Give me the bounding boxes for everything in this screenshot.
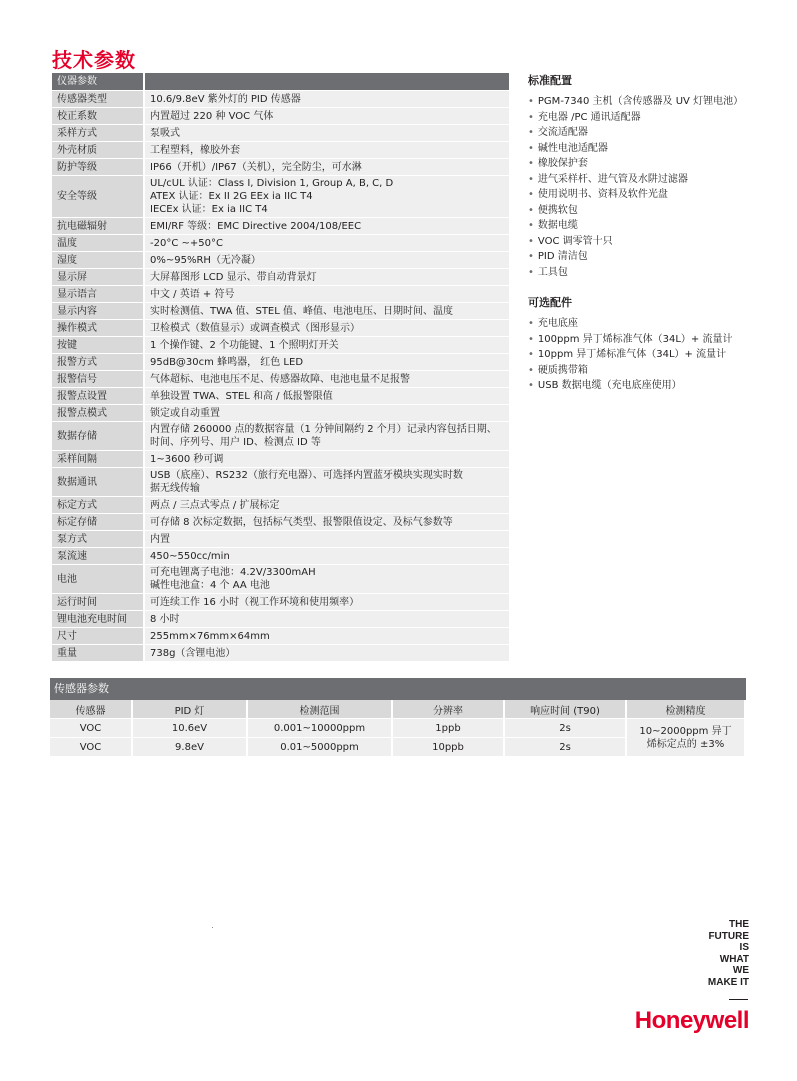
side-column bbox=[528, 72, 768, 394]
spec-header-blank bbox=[144, 73, 509, 91]
spec-value: 8 小时 bbox=[144, 611, 509, 628]
spec-value: UL/cUL 认证：Class I, Division 1, Group A, B, C, D ATEX 认证：Ex II 2G EEx ia IIC T4 IECEx 认证：Ex ia IIC T4 bbox=[144, 176, 509, 218]
sensor-header-cell: 分辨率 bbox=[392, 700, 504, 719]
sensor-header-cell: 检测范围 bbox=[247, 700, 392, 719]
spec-value: 可存储 8 次标定数据，包括标气类型、报警限值设定、及标气参数等 bbox=[144, 514, 509, 531]
list-item: • 数据电缆 bbox=[528, 218, 768, 234]
stray-dot bbox=[212, 927, 213, 928]
sensor-header-cell: 检测精度 bbox=[626, 700, 745, 719]
list-item: • 便携软包 bbox=[528, 203, 768, 219]
spec-key: 外壳材质 bbox=[52, 142, 144, 159]
spec-row bbox=[52, 371, 509, 388]
spec-row bbox=[52, 497, 509, 514]
spec-key: 抗电磁辐射 bbox=[52, 218, 144, 235]
spec-value: 450~550cc/min bbox=[144, 548, 509, 565]
spec-key: 锂电池充电时间 bbox=[52, 611, 144, 628]
spec-value: IP66（开机）/IP67（关机），完全防尘，可水淋 bbox=[144, 159, 509, 176]
spec-key: 报警方式 bbox=[52, 354, 144, 371]
spec-row bbox=[52, 468, 509, 497]
spec-key: 泵流速 bbox=[52, 548, 144, 565]
list-item: • 橡胶保护套 bbox=[528, 156, 768, 172]
sensor-cell: 0.001~10000ppm bbox=[247, 719, 392, 738]
tagline-divider bbox=[729, 999, 748, 1000]
optional-accessories-heading: 可选配件 bbox=[528, 296, 572, 309]
spec-key: 安全等级 bbox=[52, 176, 144, 218]
spec-value: 实时检测值、TWA 值、STEL 值、峰值、电池电压、日期时间、温度 bbox=[144, 303, 509, 320]
spec-value: 气体超标、电池电压不足、传感器故障、电池电量不足报警 bbox=[144, 371, 509, 388]
spec-key: 传感器类型 bbox=[52, 91, 144, 108]
spec-row bbox=[52, 269, 509, 286]
spec-row bbox=[52, 405, 509, 422]
spec-row bbox=[52, 548, 509, 565]
spec-value: EMI/RF 等级：EMC Directive 2004/108/EEC bbox=[144, 218, 509, 235]
page-title: 技术参数 bbox=[52, 48, 136, 72]
spec-value: 泵吸式 bbox=[144, 125, 509, 142]
spec-row bbox=[52, 628, 509, 645]
honeywell-logo: Honeywell bbox=[634, 1007, 749, 1034]
spec-key: 标定方式 bbox=[52, 497, 144, 514]
spec-value: 1 个操作键、2 个功能键、1 个照明灯开关 bbox=[144, 337, 509, 354]
spec-row bbox=[52, 451, 509, 468]
standard-config-heading: 标准配置 bbox=[528, 74, 572, 87]
spec-row bbox=[52, 159, 509, 176]
sensor-header-cell: 响应时间 (T90) bbox=[504, 700, 626, 719]
sensor-cell: 2s bbox=[504, 719, 626, 738]
list-item: • USB 数据电缆（充电底座使用） bbox=[528, 378, 768, 394]
tagline-line: FUTURE bbox=[708, 930, 749, 942]
spec-key: 数据存储 bbox=[52, 422, 144, 451]
sensor-cell: 10ppb bbox=[392, 738, 504, 757]
spec-key: 尺寸 bbox=[52, 628, 144, 645]
tagline-line: THE bbox=[729, 919, 749, 930]
tagline-line: WHAT bbox=[719, 953, 749, 965]
spec-key: 温度 bbox=[52, 235, 144, 252]
spec-value: 内置超过 220 种 VOC 气体 bbox=[144, 108, 509, 125]
spec-row bbox=[52, 320, 509, 337]
spec-value: 单独设置 TWA、STEL 和高 / 低报警限值 bbox=[144, 388, 509, 405]
sensor-header-cell: 传感器 bbox=[50, 700, 132, 719]
list-item: • 硬质携带箱 bbox=[528, 363, 768, 379]
tagline-line: IS bbox=[739, 942, 749, 953]
spec-row bbox=[52, 142, 509, 159]
spec-row bbox=[52, 388, 509, 405]
list-item: • 10ppm 异丁烯标准气体（34L）+ 流量计 bbox=[528, 347, 768, 363]
spec-key: 数据通讯 bbox=[52, 468, 144, 497]
sensor-cell: 10.6eV bbox=[132, 719, 247, 738]
list-item: • 100ppm 异丁烯标准气体（34L）+ 流量计 bbox=[528, 332, 768, 348]
spec-row bbox=[52, 645, 509, 662]
spec-row bbox=[52, 303, 509, 320]
spec-header-label: 仪器参数 bbox=[52, 73, 144, 91]
sensor-table bbox=[50, 700, 746, 756]
sensor-table-title: 传感器参数 bbox=[50, 678, 746, 700]
spec-row bbox=[52, 337, 509, 354]
spec-key: 泵方式 bbox=[52, 531, 144, 548]
spec-value: 两点 / 三点式零点 / 扩展标定 bbox=[144, 497, 509, 514]
sensor-accuracy-cell: 10~2000ppm 异丁 烯标定点的 ±3% bbox=[626, 719, 745, 757]
spec-key: 显示内容 bbox=[52, 303, 144, 320]
spec-table bbox=[52, 73, 509, 662]
spec-row bbox=[52, 235, 509, 252]
spec-key: 防护等级 bbox=[52, 159, 144, 176]
spec-key: 校正系数 bbox=[52, 108, 144, 125]
spec-key: 报警点设置 bbox=[52, 388, 144, 405]
spec-key: 电池 bbox=[52, 565, 144, 594]
spec-value: 工程塑料，橡胶外套 bbox=[144, 142, 509, 159]
spec-row bbox=[52, 176, 509, 218]
sensor-cell: VOC bbox=[50, 738, 132, 757]
spec-row bbox=[52, 91, 509, 108]
sensor-header-cell: PID 灯 bbox=[132, 700, 247, 719]
spec-value: 大屏幕图形 LCD 显示、带自动背景灯 bbox=[144, 269, 509, 286]
sensor-cell: 0.01~5000ppm bbox=[247, 738, 392, 757]
spec-key: 运行时间 bbox=[52, 594, 144, 611]
spec-value: 1~3600 秒可调 bbox=[144, 451, 509, 468]
list-item: • 使用说明书、资料及软件光盘 bbox=[528, 187, 768, 203]
list-item: • 碱性电池适配器 bbox=[528, 141, 768, 157]
tagline-line: MAKE IT bbox=[707, 976, 749, 988]
optional-accessories-list bbox=[528, 316, 768, 394]
spec-value: 可充电锂离子电池：4.2V/3300mAH 碱性电池盒：4 个 AA 电池 bbox=[144, 565, 509, 594]
spec-value: 可连续工作 16 小时（视工作环境和使用频率） bbox=[144, 594, 509, 611]
sensor-cell: 2s bbox=[504, 738, 626, 757]
spec-key: 采样方式 bbox=[52, 125, 144, 142]
spec-row bbox=[52, 108, 509, 125]
list-item: • 充电器 /PC 通讯适配器 bbox=[528, 110, 768, 126]
tagline-line: WE bbox=[732, 965, 749, 976]
spec-value: 卫检模式（数值显示）或调查模式（图形显示） bbox=[144, 320, 509, 337]
list-item: • VOC 调零管十只 bbox=[528, 234, 768, 250]
spec-value: 738g（含锂电池） bbox=[144, 645, 509, 662]
spec-row bbox=[52, 531, 509, 548]
spec-value: USB（底座）、RS232（旅行充电器）、可选择内置蓝牙模块实现实时数 据无线传输 bbox=[144, 468, 509, 497]
spec-value: 锁定或自动重置 bbox=[144, 405, 509, 422]
sensor-cell: 1ppb bbox=[392, 719, 504, 738]
list-item: • 工具包 bbox=[528, 265, 768, 281]
spec-row bbox=[52, 594, 509, 611]
spec-key: 标定存储 bbox=[52, 514, 144, 531]
list-item: • PGM-7340 主机（含传感器及 UV 灯锂电池） bbox=[528, 94, 768, 110]
sensor-cell: VOC bbox=[50, 719, 132, 738]
spec-value: 0%~95%RH（无冷凝） bbox=[144, 252, 509, 269]
list-item: • PID 清洁包 bbox=[528, 249, 768, 265]
sensor-cell: 9.8eV bbox=[132, 738, 247, 757]
spec-row bbox=[52, 514, 509, 531]
spec-row bbox=[52, 611, 509, 628]
spec-value: 95dB@30cm 蜂鸣器， 红色 LED bbox=[144, 354, 509, 371]
spec-key: 操作模式 bbox=[52, 320, 144, 337]
spec-value: 内置存储 260000 点的数据容量（1 分钟间隔约 2 个月）记录内容包括日期、 时间、序列号、用户 ID、检测点 ID 等 bbox=[144, 422, 509, 451]
spec-row bbox=[52, 354, 509, 371]
spec-row bbox=[52, 125, 509, 142]
spec-key: 报警点模式 bbox=[52, 405, 144, 422]
spec-row bbox=[52, 565, 509, 594]
list-item: • 进气采样杆、进气管及水阱过滤器 bbox=[528, 172, 768, 188]
spec-key: 按键 bbox=[52, 337, 144, 354]
standard-config-list bbox=[528, 94, 768, 280]
spec-value: 中文 / 英语 + 符号 bbox=[144, 286, 509, 303]
spec-row bbox=[52, 422, 509, 451]
spec-key: 报警信号 bbox=[52, 371, 144, 388]
list-item: • 交流适配器 bbox=[528, 125, 768, 141]
spec-key: 显示屏 bbox=[52, 269, 144, 286]
spec-value: -20°C ~+50°C bbox=[144, 235, 509, 252]
brand-tagline bbox=[708, 919, 749, 988]
spec-value: 内置 bbox=[144, 531, 509, 548]
spec-key: 湿度 bbox=[52, 252, 144, 269]
spec-table-header bbox=[52, 73, 509, 91]
sensor-table-header-row bbox=[50, 700, 745, 719]
spec-row bbox=[52, 252, 509, 269]
spec-row bbox=[52, 218, 509, 235]
spec-value: 10.6/9.8eV 紫外灯的 PID 传感器 bbox=[144, 91, 509, 108]
spec-key: 显示语言 bbox=[52, 286, 144, 303]
spec-value: 255mm×76mm×64mm bbox=[144, 628, 509, 645]
list-item: • 充电底座 bbox=[528, 316, 768, 332]
spec-key: 采样间隔 bbox=[52, 451, 144, 468]
spec-key: 重量 bbox=[52, 645, 144, 662]
spec-row bbox=[52, 286, 509, 303]
sensor-row bbox=[50, 719, 745, 738]
